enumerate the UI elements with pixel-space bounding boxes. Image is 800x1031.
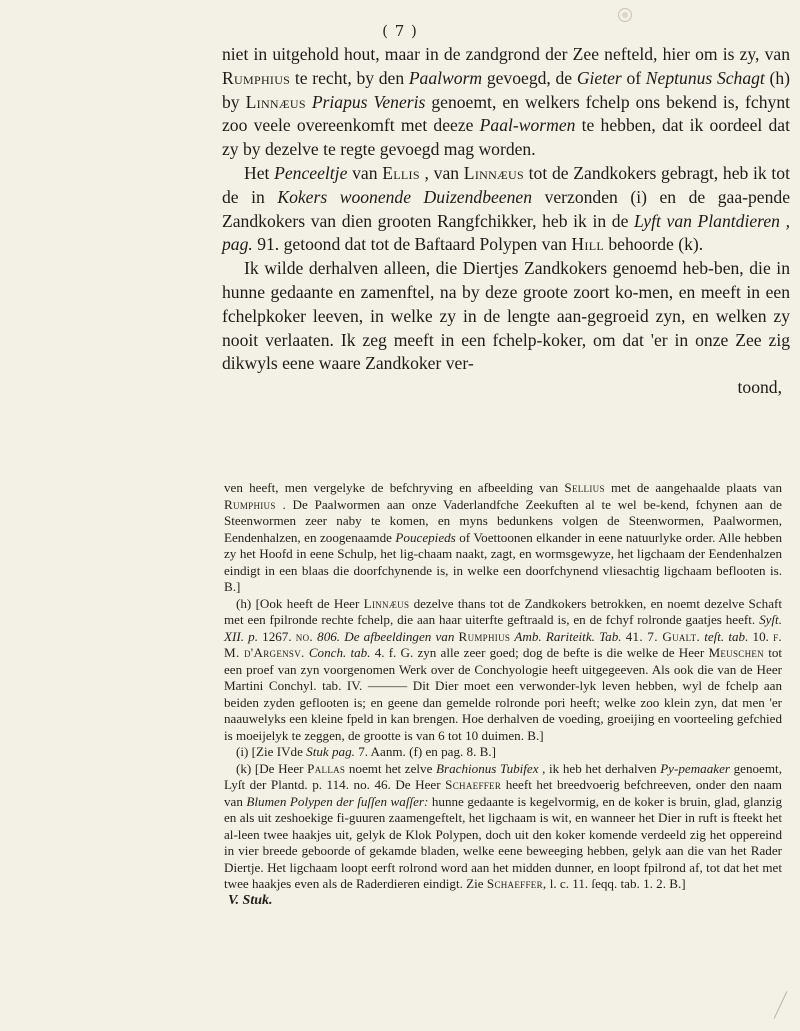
signature-mark: V. Stuk. — [228, 892, 273, 908]
margin-mark — [774, 991, 788, 1019]
paragraph-1: niet in uitgehold hout, maar in de zandgrond der Zee nefteld, hier om is zy, van Rumphius te recht, by den Paalworm gevoegd, de Gieter of Neptunus Schagt (h) by Linnæus Priapus Veneris genoemt, en welkers fchelp ons bekend is, fchynt zoo veele overeenkomft met deeze Paal-wormen te hebben, dat ik oordeel dat zy by dezelve te regte gevoegd mag worden. — [222, 44, 791, 160]
footnote-h: (h) [Ook heeft de Heer Linnæus dezelve thans tot de Zandkokers betrokken, en noemt dezelve Schaft met een fpilronde rechte fchelp, die aan haar uiterfte geftraald is, en de fchyf rolronde gaatjes heeft. Syſt. XII. p. 1267. no. 806. De afbeeldingen van Rumphius Amb. Rariteitk. Tab. 41. 7. Gualt. teſt. tab. 10. f. M. d'Argensv. Conch. tab. 4. f. G. zyn alle zeer goed; dog de befte is die welke de Heer Meuschen tot een proef van zyn voorgenomen Werk over de Conchyologie heeft uitgegeeven. Als ook die van de Heer Martini Conchyl. tab. IV. ——— Dit Dier moet een verwonder-lyk leven hebben, wyl de fchelp aan beiden zyden geflooten is; en geene dan gemelde rolronde pori heeft; welke zoo klein zyn, dat men 'er naauwelyks een kleine fpeld in kan brengen. Hoe derhalven de voeding, groeijing en voorteeling gefchied is moeijelyk te zeggen, de grootte is van 6 tot 10 duimen. B.] — [224, 595, 783, 743]
paragraph-2: Het Penceeltje van Ellis , van Linnæus tot de Zandkokers gebragt, heb ik tot de in Kokers woonende Duizendbeenen verzonden (i) en de gaa-pende Zandkokers van dien grooten Rangfchikker, heb ik in de Lyft van Plantdieren , pag. 91. getoond dat tot de Baftaard Polypen van Hill behoorde (k). — [222, 162, 791, 255]
catchword: toond, — [737, 377, 782, 398]
page-number: ( 7 ) — [382, 22, 418, 40]
footnote-i: (i) [Zie IVde Stuk pag. 7. Aanm. (f) en pag. 8. B.] — [236, 744, 497, 759]
footnotes — [224, 480, 782, 909]
footnote-continuation: ven heeft, men vergelyke de befchryving en afbeelding van Sellius met de aangehaalde plaats van Rumphius . De Paalwormen aan onze Vaderlandfche Zeekuften al te wel be-kend, fchynen aan de Steenwormen zeer naby te komen, en myns bedunkens volgen de Steenwormen, Paalwormen, Eendenhalzen, en zoogenaamde Poucepieds of Voettoonen elkander in eene natuurlyke order. Alle hebben zy het Hoofd in eene Schulp, het lig-chaam naakt, zagt, en wormsgewyze, het ligchaam der Eendenhalzen eindigt in een blaas die doorfchynende is, in welke een doorfchynend vliesachtig ligchaam beflooten is. B.] — [224, 480, 782, 594]
paragraph-3: Ik wilde derhalven alleen, die Diertjes Zandkokers genoemd heb-ben, die in hunne gedaante en zamenftel, na by deze groote zoort ko-men, en meeft in een fchelpkoker leeven, in welke zy in de lengte aan-gegroeid zyn, en welken zy nooit verlaaten. Ik zeg meeft in een fchelp-koker, om dat 'er in onze Zee zig dikwyls eene waare Zandkoker ver- — [222, 258, 790, 374]
footnote-k: (k) [De Heer Pallas noemt het zelve Brachionus Tubifex , ik heb het derhalven Py-pemaaker genoemt, Lyſt der Plantd. p. 114. no. 46. De Heer Schaeffer heeft het breedvoerig befchreeven, onder den naam van Blumen Polypen der ſuſſen waſſer: hunne gedaante is kegelvormig, en de koker is bruin, glad, glanzig en als uit zeshoekige fi-guuren zaamengeftelt, het ligchaam is wit, en wanneer het Dier in ruft is fteekt het al-leen twee haakjes uit, gelyk de Klok Polypen, doch uit den koker komende verdeeld zig het oppereind in vier breede geboorde of gekamde bladen, welke eene beweeging hebben, gelyk aan die van het Rader Diertje. Het ligchaam loopt eerft rolrond word aan het midden dunner, en loopt fpilrond af, tot dat het met twee haakjes even als de Raderdieren eindigt. Zie Schaeffer, l. c. 11. ſeqq. tab. 1. 2. B.] — [224, 760, 782, 891]
main-text — [222, 43, 790, 400]
library-stamp-icon — [618, 8, 632, 22]
